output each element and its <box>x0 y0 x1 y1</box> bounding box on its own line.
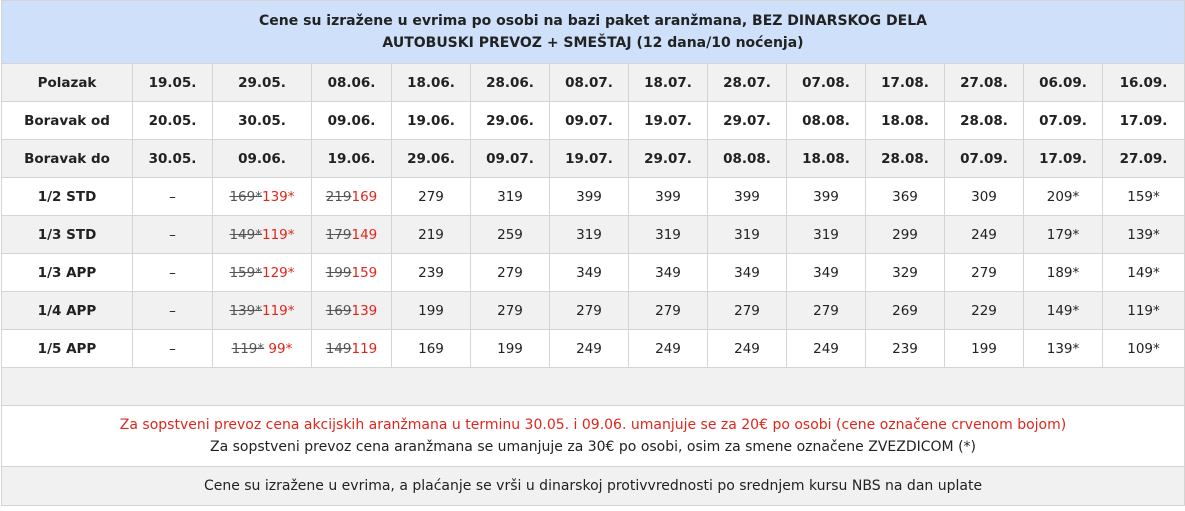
new-price: 99* <box>264 340 293 357</box>
date-cell: 29.05. <box>213 64 312 102</box>
old-price: 219 <box>325 188 352 205</box>
price-cell: 299 <box>866 216 945 254</box>
date-cell: 09.07. <box>471 140 550 178</box>
date-cell: 16.09. <box>1103 64 1185 102</box>
promo-price-cell <box>213 292 312 330</box>
price-cell: 159* <box>1103 178 1185 216</box>
room-type-label: 1/4 APP <box>2 292 133 330</box>
footer-row <box>2 467 1185 506</box>
price-cell: 119* <box>1103 292 1185 330</box>
footer-note: Cene su izražene u evrima, a plaćanje se vrši u dinarskoj protivvrednosti po srednjem kursu NBS na dan uplate <box>2 467 1185 506</box>
date-cell: 19.05. <box>133 64 213 102</box>
price-cell: 249 <box>787 330 866 368</box>
price-cell: 319 <box>629 216 708 254</box>
date-cell: 20.05. <box>133 102 213 140</box>
price-cell: – <box>133 292 213 330</box>
old-price: 199 <box>325 264 352 281</box>
price-cell: 249 <box>550 330 629 368</box>
old-price: 169 <box>325 302 352 319</box>
table-header-row <box>2 1 1185 64</box>
price-cell: 219 <box>392 216 471 254</box>
new-price: 119* <box>262 226 295 243</box>
row-label: Boravak od <box>2 102 133 140</box>
promo-price-cell <box>312 178 392 216</box>
date-cell: 19.07. <box>550 140 629 178</box>
spacer-cell <box>2 368 1185 406</box>
price-cell: 169 <box>392 330 471 368</box>
price-cell: 239 <box>392 254 471 292</box>
new-price: 119* <box>262 302 295 319</box>
date-cell: 07.09. <box>945 140 1024 178</box>
date-cell: 30.05. <box>133 140 213 178</box>
date-row-boravak-od <box>2 102 1185 140</box>
date-cell: 17.09. <box>1024 140 1103 178</box>
old-price: 149* <box>229 226 262 243</box>
price-cell: 279 <box>945 254 1024 292</box>
price-cell: 269 <box>866 292 945 330</box>
price-cell: 259 <box>471 216 550 254</box>
date-cell: 07.08. <box>787 64 866 102</box>
date-cell: 18.08. <box>866 102 945 140</box>
date-cell: 27.08. <box>945 64 1024 102</box>
promo-price-cell <box>312 330 392 368</box>
new-price: 139* <box>262 188 295 205</box>
old-price: 139* <box>229 302 262 319</box>
old-price: 159* <box>229 264 262 281</box>
promo-price-cell <box>213 216 312 254</box>
date-cell: 17.09. <box>1103 102 1185 140</box>
room-type-label: 1/3 APP <box>2 254 133 292</box>
price-table <box>1 0 1185 506</box>
price-cell: 279 <box>629 292 708 330</box>
price-cell: 349 <box>708 254 787 292</box>
price-cell: 199 <box>392 292 471 330</box>
promo-price-cell <box>213 330 312 368</box>
price-cell: 399 <box>550 178 629 216</box>
price-cell: – <box>133 178 213 216</box>
price-cell: 189* <box>1024 254 1103 292</box>
room-type-label: 1/3 STD <box>2 216 133 254</box>
price-cell: 399 <box>629 178 708 216</box>
date-cell: 19.06. <box>312 140 392 178</box>
date-cell: 18.08. <box>787 140 866 178</box>
price-cell: 319 <box>471 178 550 216</box>
date-cell: 30.05. <box>213 102 312 140</box>
new-price: 159 <box>351 264 378 281</box>
date-cell: 09.06. <box>312 102 392 140</box>
date-cell: 29.07. <box>708 102 787 140</box>
date-cell: 08.08. <box>787 102 866 140</box>
room-type-label: 1/5 APP <box>2 330 133 368</box>
promo-price-cell <box>213 178 312 216</box>
notes-cell <box>2 406 1185 467</box>
new-price: 119 <box>351 340 378 357</box>
header-line-2: AUTOBUSKI PREVOZ + SMEŠTAJ (12 dana/10 noćenja) <box>382 35 804 51</box>
price-row <box>2 292 1185 330</box>
old-price: 169* <box>229 188 262 205</box>
price-cell: 139* <box>1024 330 1103 368</box>
price-cell: 349 <box>550 254 629 292</box>
new-price: 129* <box>262 264 295 281</box>
price-cell: 149* <box>1024 292 1103 330</box>
date-cell: 08.08. <box>708 140 787 178</box>
date-cell: 19.06. <box>392 102 471 140</box>
price-cell: 399 <box>787 178 866 216</box>
black-note: Za sopstveni prevoz cena aranžmana se umanjuje za 30€ po osobi, osim za smene označene ZVEZDICOM (*) <box>210 439 976 455</box>
price-cell: 249 <box>945 216 1024 254</box>
price-cell: 279 <box>471 292 550 330</box>
new-price: 169 <box>351 188 378 205</box>
date-cell: 29.07. <box>629 140 708 178</box>
date-cell: 27.09. <box>1103 140 1185 178</box>
price-cell: 199 <box>945 330 1024 368</box>
date-cell: 29.06. <box>471 102 550 140</box>
price-cell: 329 <box>866 254 945 292</box>
date-row-boravak-do <box>2 140 1185 178</box>
price-cell: – <box>133 254 213 292</box>
price-cell: 139* <box>1103 216 1185 254</box>
price-cell: 309 <box>945 178 1024 216</box>
price-cell: 319 <box>787 216 866 254</box>
date-cell: 08.07. <box>550 64 629 102</box>
price-cell: 109* <box>1103 330 1185 368</box>
price-row <box>2 330 1185 368</box>
promo-price-cell <box>312 292 392 330</box>
price-row <box>2 178 1185 216</box>
price-cell: 279 <box>392 178 471 216</box>
date-row-polazak <box>2 64 1185 102</box>
price-cell: 229 <box>945 292 1024 330</box>
date-cell: 18.06. <box>392 64 471 102</box>
old-price: 179 <box>325 226 352 243</box>
price-cell: 279 <box>787 292 866 330</box>
old-price: 149 <box>325 340 352 357</box>
price-cell: 399 <box>708 178 787 216</box>
date-cell: 09.07. <box>550 102 629 140</box>
price-cell: 279 <box>550 292 629 330</box>
date-cell: 28.08. <box>945 102 1024 140</box>
price-cell: 279 <box>471 254 550 292</box>
notes-row <box>2 406 1185 467</box>
price-cell: 149* <box>1103 254 1185 292</box>
red-note: Za sopstveni prevoz cena akcijskih aranžmana u terminu 30.05. i 09.06. umanjuje se za 20€ po osobi (cene označene crvenom bojom) <box>119 417 1067 433</box>
price-cell: 249 <box>629 330 708 368</box>
price-cell: 319 <box>550 216 629 254</box>
price-cell: – <box>133 216 213 254</box>
old-price: 119* <box>231 340 265 357</box>
price-cell: 209* <box>1024 178 1103 216</box>
promo-price-cell <box>213 254 312 292</box>
date-cell: 28.08. <box>866 140 945 178</box>
header-line-1: Cene su izražene u evrima po osobi na bazi paket aranžmana, BEZ DINARSKOG DELA <box>259 13 927 29</box>
date-cell: 28.06. <box>471 64 550 102</box>
date-cell: 06.09. <box>1024 64 1103 102</box>
date-cell: 18.07. <box>629 64 708 102</box>
new-price: 139 <box>351 302 378 319</box>
price-row <box>2 254 1185 292</box>
spacer-row <box>2 368 1185 406</box>
row-label: Polazak <box>2 64 133 102</box>
date-cell: 19.07. <box>629 102 708 140</box>
price-cell: 249 <box>708 330 787 368</box>
date-cell: 07.09. <box>1024 102 1103 140</box>
price-cell: 369 <box>866 178 945 216</box>
new-price: 149 <box>351 226 378 243</box>
price-cell: 349 <box>787 254 866 292</box>
date-cell: 29.06. <box>392 140 471 178</box>
date-cell: 09.06. <box>213 140 312 178</box>
date-cell: 28.07. <box>708 64 787 102</box>
price-cell: 239 <box>866 330 945 368</box>
room-type-label: 1/2 STD <box>2 178 133 216</box>
date-cell: 08.06. <box>312 64 392 102</box>
price-cell: 179* <box>1024 216 1103 254</box>
price-cell: 199 <box>471 330 550 368</box>
price-cell: – <box>133 330 213 368</box>
date-cell: 17.08. <box>866 64 945 102</box>
row-label: Boravak do <box>2 140 133 178</box>
price-row <box>2 216 1185 254</box>
table-header <box>2 1 1185 64</box>
price-cell: 279 <box>708 292 787 330</box>
promo-price-cell <box>312 254 392 292</box>
price-cell: 349 <box>629 254 708 292</box>
promo-price-cell <box>312 216 392 254</box>
price-cell: 319 <box>708 216 787 254</box>
